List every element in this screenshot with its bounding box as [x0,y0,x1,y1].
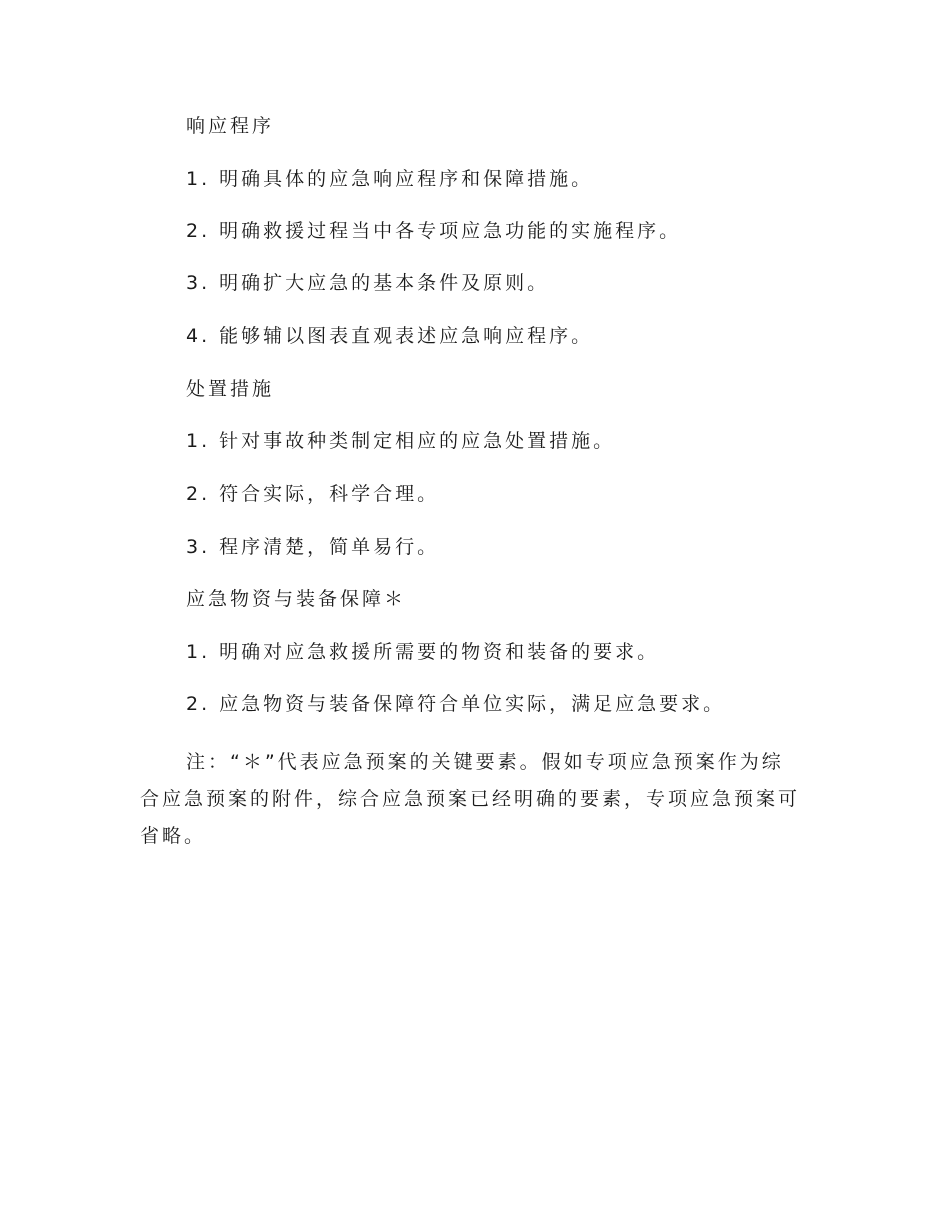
list-item: 1. 明确对应急救援所需要的物资和装备的要求。 [186,641,660,663]
list-item: 2. 明确救援过程当中各专项应急功能的实施程序。 [186,220,682,242]
section-heading-disposal-measures: 处置措施 [186,378,275,400]
list-item: 3. 程序清楚，简单易行。 [186,536,440,558]
note-paragraph: 注：“＊”代表应急预案的关键要素。假如专项应急预案作为综合应急预案的附件，综合应急预案已经明确的要素，专项应急预案可省略。 [140,751,801,847]
section-heading-response-procedure: 响应程序 [186,115,275,137]
list-item: 1. 针对事故种类制定相应的应急处置措施。 [186,430,616,452]
list-item: 3. 明确扩大应急的基本条件及原则。 [186,272,550,294]
list-item: 2. 应急物资与装备保障符合单位实际，满足应急要求。 [186,693,726,715]
section-heading-materials-equipment: 应急物资与装备保障＊ [186,588,407,610]
list-item: 1. 明确具体的应急响应程序和保障措施。 [186,168,594,190]
list-item: 4. 能够辅以图表直观表述应急响应程序。 [186,325,594,347]
list-item: 2. 符合实际，科学合理。 [186,483,440,505]
